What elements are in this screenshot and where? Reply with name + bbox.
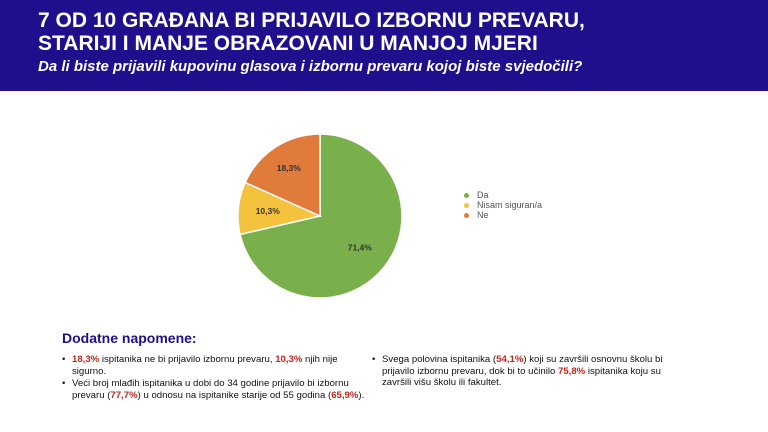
note-text: ) koji su završili osnovnu školu bi prijavilo izbornu prevaru, dok bi to učinilo xyxy=(382,354,663,377)
pie-label-nisam-siguran: 10,3% xyxy=(255,205,280,216)
bullet-marker: • xyxy=(372,354,376,365)
page-subtitle: Da li biste prijavili kupovinu glasova i izbornu prevaru kojoj biste svjedočili? xyxy=(38,58,583,75)
legend-label-da: Da xyxy=(477,190,489,200)
legend-item-da xyxy=(464,190,542,200)
notes-title: Dodatne napomene: xyxy=(62,330,197,346)
pie-chart xyxy=(220,128,420,308)
notes-column-right xyxy=(372,354,672,390)
note-text: njih nije sigurno. xyxy=(72,354,338,377)
note-value: 54,1% xyxy=(496,354,524,365)
legend-marker-nisam-siguran xyxy=(464,203,469,208)
pie-label-ne: 18,3% xyxy=(276,162,301,173)
notes-column-left xyxy=(62,354,367,402)
legend-item-nisam-siguran xyxy=(464,200,542,210)
note-text: ). xyxy=(358,389,365,401)
note-text: Veći broj mlađih ispitanika u dobi do 34 godine prijavilo bi izbornu prevaru ( xyxy=(72,378,349,401)
note-text: ispitanika koju su završili višu školu ili fakultet. xyxy=(382,365,661,388)
bullet-marker: • xyxy=(62,354,66,365)
legend-marker-da xyxy=(464,193,469,198)
bullet-marker: • xyxy=(62,378,66,389)
note-value: 77,7% xyxy=(110,389,138,401)
header-banner xyxy=(0,0,768,91)
note-value: 10,3% xyxy=(275,354,303,365)
legend-label-ne: Ne xyxy=(477,210,489,220)
note-bullet-1 xyxy=(62,354,367,377)
note-text: Svega polovina ispitanika ( xyxy=(382,354,497,365)
page-title xyxy=(38,9,756,55)
note-value: 65,9% xyxy=(331,389,359,401)
legend-label-nisam-siguran: Nisam siguran/a xyxy=(477,200,543,210)
note-value: 18,3% xyxy=(72,354,100,365)
note-bullet-2 xyxy=(62,378,367,401)
legend-item-ne xyxy=(464,210,542,220)
note-text: ispitanika ne bi prijavilo izbornu prevaru, xyxy=(99,354,276,365)
title-line-1: 7 OD 10 GRAĐANA BI PRIJAVILO IZBORNU PREVARU, xyxy=(38,9,585,32)
chart-legend xyxy=(464,190,542,220)
legend-marker-ne xyxy=(464,213,469,218)
pie-label-da: 71,4% xyxy=(347,242,372,253)
note-bullet-3 xyxy=(372,354,672,389)
note-text: ) u odnosu na ispitanike starije od 55 godina ( xyxy=(137,389,332,401)
title-line-2: STARIJI I MANJE OBRAZOVANI U MANJOJ MJERI xyxy=(38,32,538,55)
note-value: 75,8% xyxy=(557,365,586,377)
